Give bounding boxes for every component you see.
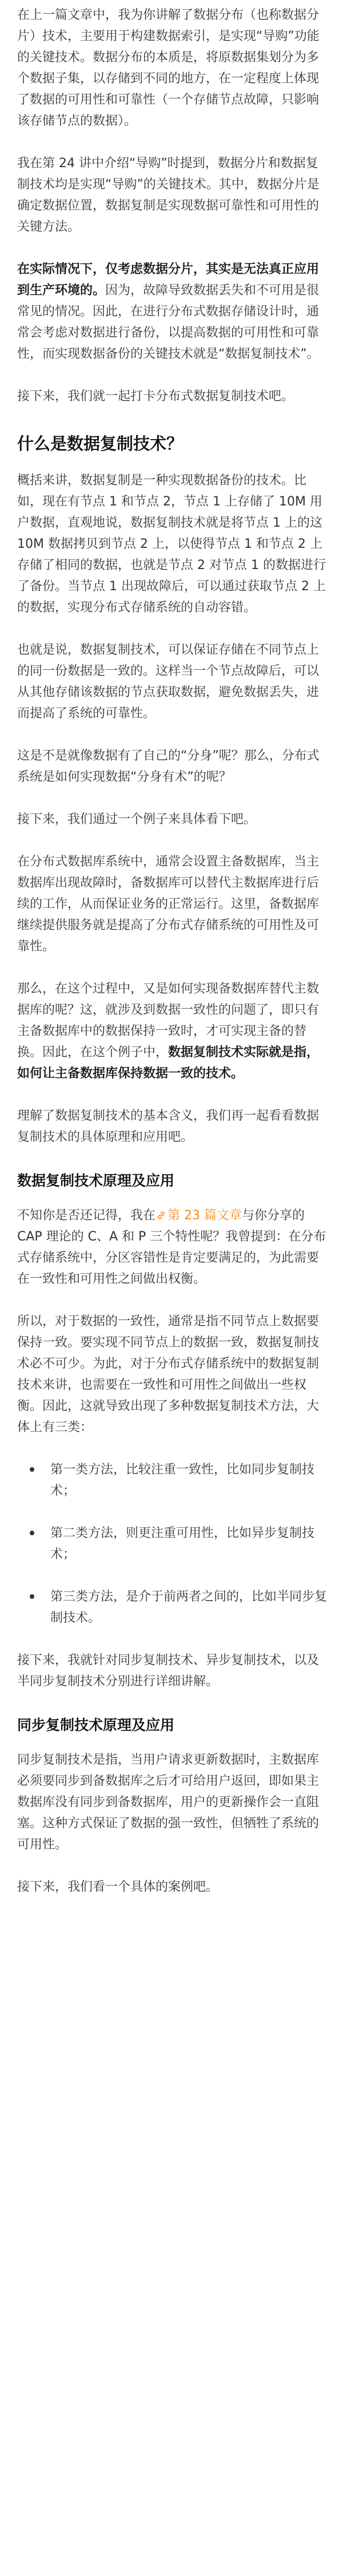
list-item: 第三类方法，是介于前两者之间的，比如半同步复制技术。 [17, 1586, 327, 1629]
paragraph: 接下来，我就针对同步复制技术、异步复制技术，以及半同步复制技术分别进行详细讲解。 [17, 1653, 320, 1689]
paragraph: 接下来，我们看一个具体的案例吧。 [17, 1880, 219, 1894]
paragraph: 在分布式数据库系统中，通常会设置主备数据库，当主数据库出现故障时，备数据库可以替代主数据库进行后续的工作，从而保证业务的正常运行。这里，备数据库继续提供服务就是提高了分布式存储系统的可用性及可靠性。 [17, 855, 320, 954]
paragraph [17, 1205, 327, 1290]
paragraph-text: 不知你是否还记得，我在 [17, 1208, 156, 1223]
emphasis-text: 在实际情况下，仅考虑数据分片，其实是无法真正应用到生产环境的。 [17, 262, 320, 298]
paragraph: 接下来，我们通过一个例子来具体看下吧。 [17, 812, 257, 827]
method-list [17, 1459, 327, 1629]
paragraph-text: 因为，故障导致数据丢失和不可用是很常见的情况。因此，在进行分布式数据存储设计时，通常会考虑对数据进行备份，以提高数据的可用性和可靠性，而实现数据备份的关键技术就是“数据复制技术”。 [17, 283, 320, 361]
paragraph: 同步复制技术是指，当用户请求更新数据时，主数据库必须要同步到备数据库之后才可给用户返回，即如果主数据库没有同步到备数据库，用户的更新操作会一直阻塞。这种方式保证了数据的强一致性，但牺牲了系统的可用性。 [17, 1753, 320, 1852]
paragraph: 也就是说，数据复制技术，可以保证存储在不同节点上的同一份数据是一致的。这样当一个节点故障后，可以从其他存储该数据的节点获取数据，避免数据丢失，进而提高了系统的可靠性。 [17, 643, 320, 721]
paragraph: 概括来讲，数据复制是一种实现数据备份的技术。比如，现在有节点 1 和节点 2，节点 1 上存储了 10M 用户数据，直观地说，数据复制技术就是将节点 1 上的这 10M 数据拷贝到节点 2 上，以使得节点 1 和节点 2 上存储了相同的数据，也就是节点 2 对节点 1 的数据进行了备份。当节点 1 出现故障后，可以通过获取节点 2 上的数据，实现分布式存储系统的自动容错。 [17, 473, 326, 615]
paragraph-text: 与你分享的 CAP 理论的 C、A 和 P 三个特性呢？我曾提到：在分布式存储系统中，分区容错性是肯定要满足的，为此需要在一致性和可用性之间做出权衡。 [17, 1208, 326, 1286]
article-link-label: 第 23 篇文章 [167, 1208, 242, 1223]
paragraph: 我在第 24 讲中介绍“导购”时提到，数据分片和数据复制技术均是实现“导购”的关键技术。其中，数据分片是确定数据位置，数据复制是实现数据可靠性和可用性的关键方法。 [17, 156, 320, 234]
paragraph: 理解了数据复制技术的基本含义，我们再一起看看数据复制技术的具体原理和应用吧。 [17, 1109, 320, 1144]
paragraph [17, 259, 327, 365]
section-heading: 什么是数据复制技术？ [17, 434, 184, 453]
bullet-icon [30, 1594, 34, 1599]
emphasis-text: 数据复制技术实际就是指，如何让主备数据库保持数据一致的技术。 [17, 1045, 320, 1081]
paragraph: 这是不是就像数据有了自己的“分身”呢？那么，分布式系统是如何实现数据“分身有术”的呢？ [17, 749, 320, 784]
paragraph: 接下来，我们就一起打卡分布式数据复制技术吧。 [17, 389, 294, 404]
paragraph: 所以，对于数据的一致性，通常是指不同节点上数据要保持一致。要实现不同节点上的数据一致，数据复制技术必不可少。为此，对于分布式存储系统中的数据复制技术来讲，也需要在一致性和可用性之间做出一些权衡。因此，这就导致出现了多种数据复制技术方法，大体上有三类： [17, 1314, 320, 1435]
paragraph [17, 978, 327, 1084]
article-link[interactable] [155, 1208, 242, 1223]
link-icon [157, 1211, 166, 1220]
paragraph: 在上一篇文章中，我为你讲解了数据分布（也称数据分片）技术，主要用于构建数据索引，是实现“导购”功能的关键技术。数据分布的本质是，将原数据集划分为多个数据子集，以存储到不同的地方，在一定程度上体现了数据的可用性和可靠性（一个存储节点故障，只影响该存储节点的数据）。 [17, 8, 320, 128]
bullet-icon [30, 1467, 34, 1472]
list-item: 第二类方法，则更注重可用性，比如异步复制技术； [17, 1523, 327, 1565]
section-heading: 数据复制技术原理及应用 [17, 1172, 175, 1189]
section-heading: 同步复制技术原理及应用 [17, 1717, 175, 1733]
paragraph-text: 那么，在这个过程中，又是如何实现备数据库替代主数据库的呢？这，就涉及到数据一致性的问题了，即只有主备数据库中的数据保持一致时，才可实现主备的替换。因此，在这个例子中， [17, 982, 320, 1060]
list-item: 第一类方法，比较注重一致性，比如同步复制技术； [17, 1459, 327, 1502]
bullet-icon [30, 1531, 34, 1535]
